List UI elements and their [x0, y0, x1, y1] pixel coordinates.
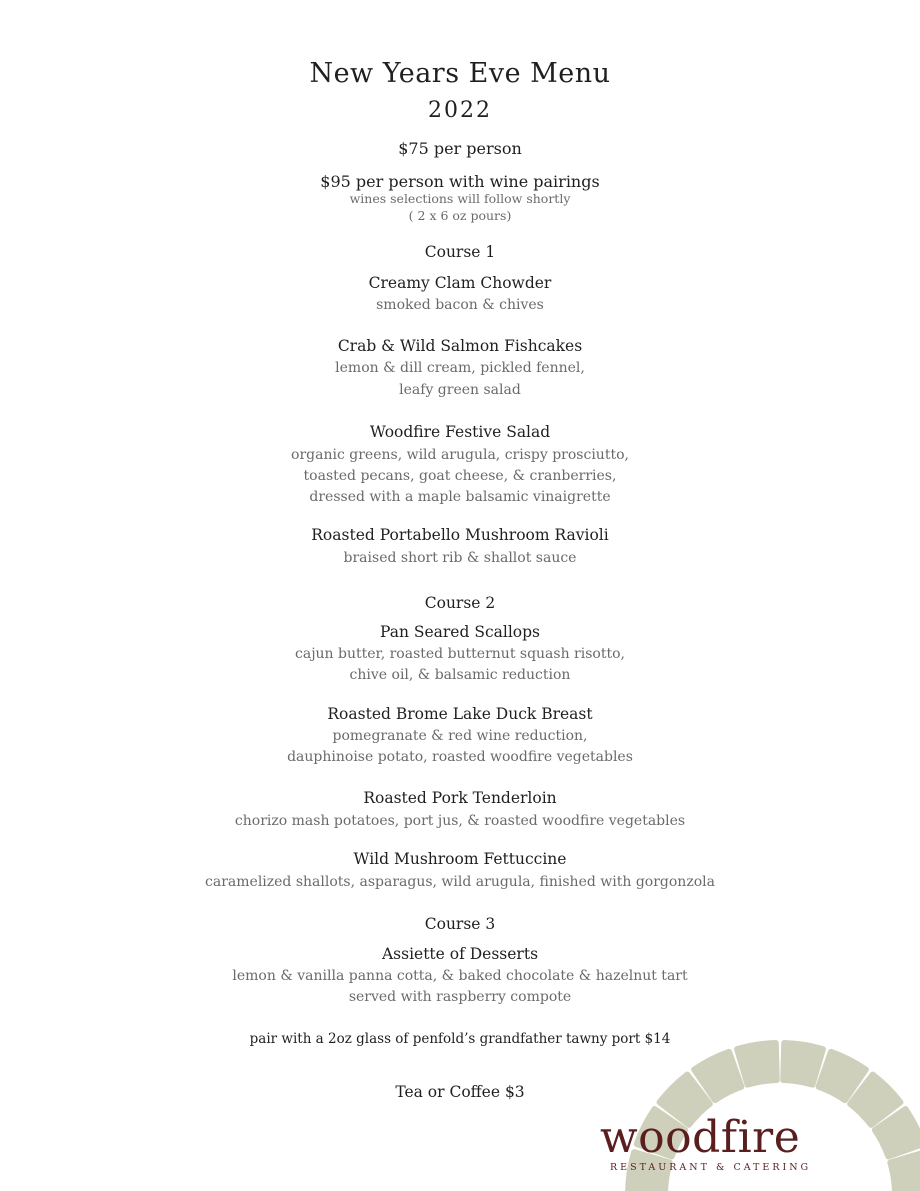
dish-desc: lemon & vanilla panna cotta, & baked chocolate & hazelnut tart [232, 968, 688, 984]
menu-title: New Years Eve Menu [309, 58, 611, 89]
course-title: Course 2 [424, 594, 496, 612]
tea-coffee-line: Tea or Coffee $3 [395, 1083, 525, 1101]
dish-desc: organic greens, wild arugula, crispy prosciutto, [291, 447, 629, 463]
dish-desc: dressed with a maple balsamic vinaigrette [309, 489, 611, 505]
dish-name: Assiette of Desserts [381, 945, 539, 963]
wine-note: wines selections will follow shortly [349, 191, 571, 206]
logo-wordmark: woodfire [600, 1112, 801, 1163]
dish-desc: cajun butter, roasted butternut squash risotto, [295, 646, 625, 662]
dish-desc: pomegranate & red wine reduction, [332, 728, 588, 744]
dish-desc: leafy green salad [399, 382, 521, 398]
course-title: Course 3 [424, 915, 496, 933]
dish-desc: smoked bacon & chives [376, 297, 544, 313]
course-title: Course 1 [424, 243, 496, 261]
price-with-wine: $95 per person with wine pairings [320, 172, 600, 191]
dish-name: Roasted Pork Tenderloin [363, 789, 557, 807]
dish-desc: dauphinoise potato, roasted woodfire vegetables [287, 749, 633, 765]
dish-name: Woodfire Festive Salad [369, 423, 551, 441]
dish-desc: braised short rib & shallot sauce [343, 550, 577, 566]
menu-year: 2022 [428, 98, 492, 123]
logo-tagline: RESTAURANT & CATERING [610, 1162, 812, 1173]
arch-stone [783, 1043, 823, 1085]
dish-desc: chive oil, & balsamic reduction [349, 667, 571, 683]
dish-name: Pan Seared Scallops [379, 623, 540, 641]
dish-desc: toasted pecans, goat cheese, & cranberries, [303, 468, 617, 484]
arch-stone [737, 1043, 777, 1085]
port-pairing-note: pair with a 2oz glass of penfold’s grandfather tawny port $14 [249, 1031, 671, 1047]
price-per-person: $75 per person [398, 139, 522, 158]
pour-note: ( 2 x 6 oz pours) [408, 208, 512, 223]
dish-desc: chorizo mash potatoes, port jus, & roasted woodfire vegetables [234, 813, 686, 829]
dish-desc: served with raspberry compote [348, 989, 572, 1005]
dish-name: Creamy Clam Chowder [368, 274, 552, 292]
dish-desc: lemon & dill cream, pickled fennel, [335, 360, 585, 376]
dish-name: Wild Mushroom Fettuccine [353, 850, 567, 868]
arch-stone [890, 1152, 920, 1191]
dish-desc: caramelized shallots, asparagus, wild arugula, finished with gorgonzola [205, 874, 715, 890]
dish-name: Roasted Brome Lake Duck Breast [327, 705, 593, 723]
dish-name: Roasted Portabello Mushroom Ravioli [311, 526, 609, 544]
dish-name: Crab & Wild Salmon Fishcakes [337, 337, 583, 355]
